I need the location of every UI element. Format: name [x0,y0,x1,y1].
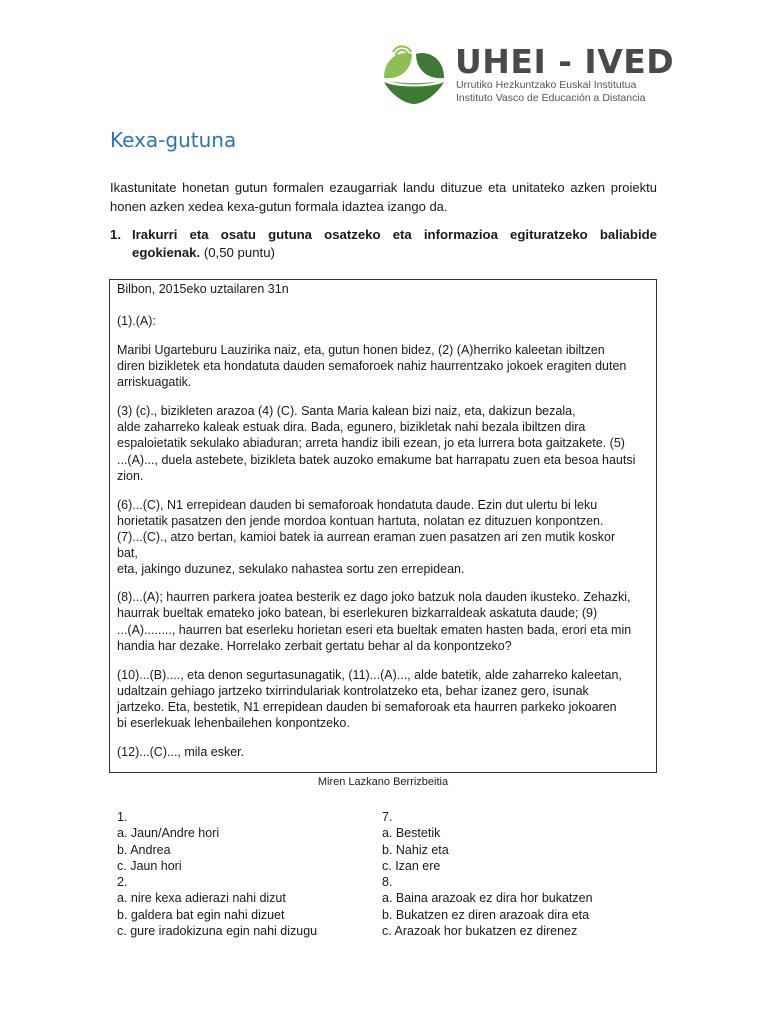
logo-title: UHEI - IVED [455,42,675,81]
letter-paragraph-4-line: haurrak bueltak emateko joko batean, bi eserlekuren bizkarraldeak askatuta daude; (9) [117,606,598,620]
letter-salutation: (1).(A): [117,314,156,328]
letter-paragraph-1-line: Maribi Ugarteburu Lauzirika naiz, eta, gutun honen bidez, (2) (A)herriko kaleetan ibiltzen [117,343,605,357]
letter-paragraph-5-line: udaltzain gehiago jartzeko txirrindulariak kontrolatzeko eta, behar izanez gero, isunak [117,684,589,698]
option-item: c. gure iradokizuna egin nahi dizugu [117,924,318,939]
option-item: c. Izan ere [382,858,441,873]
option-item: 7. [382,810,393,824]
letter-paragraph-5-line: (10)...(B)...., eta denon segurtasunagatik, (11)...(A)..., alde batetik, alde zaharreko kaleetan, [117,668,622,682]
letter-closing: (12)...(C)..., mila esker. [117,745,245,759]
letter-paragraph-4-line: (8)...(A); haurren parkera joatea besterik ez dago joko batzuk nola dauden ikusteko. Zehazki, [117,590,631,604]
page-title: Kexa-gutuna [110,128,237,152]
option-item: b. Nahiz eta [382,842,449,857]
answer-options-left [117,809,317,939]
question-number: 1. [110,227,121,242]
letter-paragraph-4-line: handia har dezake. Horrelako zerbait gertatu behar al da konpontzeko? [117,639,512,653]
letter-paragraph-3-line: (7)...(C)., atzo bertan, kamioi batek ia aurrean eraman zuen pasatzen ari zen mutik koskor [117,530,616,544]
question-text [132,226,657,262]
letter-paragraph-2-line: ...(A)..., duela astebete, bizikleta batek auzoko emakume bat harrapatu zuen eta besoa hautsi [117,453,636,467]
option-item: c. Jaun hori [117,858,182,873]
letter-paragraph-1-line: arriskuagatik. [117,375,192,389]
institution-logo [382,42,675,106]
logo-subtitle-spanish: Instituto Vasco de Educación a Distancia [456,92,646,104]
letter-paragraph-3-line: eta, jakingo duzunez, sekulako nahastea sortu zen errepidean. [117,562,465,576]
option-item: b. Bukatzen ez diren arazoak dira eta [382,907,590,922]
question-points: (0,50 puntu) [200,245,275,260]
option-item: 2. [117,875,128,890]
logo-subtitle-basque: Urrutiko Hezkuntzako Euskal Institutua [456,79,637,91]
letter-paragraph-3-line: bat, [117,546,138,560]
letter-signature: Miren Lazkano Berrizbeitia [317,776,449,788]
letter-date: Bilbon, 2015eko uztailaren 31n [117,282,289,296]
option-item: b. Andrea [117,842,171,857]
option-item: a. Bestetik [382,826,441,841]
letter-paragraph-2-line: alde zaharreko kaleak estuak dira. Bada, egunero, bizikletak nahi bezala ibiltzen dira [117,420,586,434]
option-item: c. Arazoak hor bukatzen ez direnez [382,924,578,939]
letter-paragraph-4-line: ...(A)........, haurren bat eserleku horietan eseri eta bueltak ematen hasten bada, erori eta min [117,623,632,637]
option-item: a. Jaun/Andre hori [117,826,220,841]
letter-paragraph-5-line: jartzeko. Eta, bestetik, N1 errepidean dauden bi semaforoak eta haurren parkeko jokoaren [117,700,617,714]
question-1 [110,226,657,262]
question-instruction: Irakurri eta osatu gutuna osatzeko eta informazioa egituratzeko baliabide egokienak. [132,227,657,260]
letter-paragraph-3-line: horietatik pasatzen den jende mordoa kontuan hartuta, nolatan ez dituzuen konpontzen. [117,514,604,528]
letter-paragraph-2-line: zion. [117,469,144,483]
option-item: a. nire kexa adierazi nahi dizut [117,891,286,906]
letter-paragraph-1-line: diren bizikletek eta hondatuta dauden semaforoek nahiz haurrentzako jokoek eragiten duten [117,359,627,373]
option-item: b. galdera bat egin nahi dizuet [117,907,285,922]
answer-options-right [382,809,593,939]
letter-paragraph-2-line: espaloietatik sekulako abiaduran; arreta handiz ibili ezean, jo eta lurrera bota gaitzakete. (5) [117,436,625,450]
option-item: a. Baina arazoak ez dira hor bukatzen [382,891,593,906]
uhei-leaf-logo-icon [382,42,446,106]
letter-paragraph-3-line: (6)...(C), N1 errepidean dauden bi semaforoak hondatuta daude. Ezin dut ulertu bi leku [117,498,598,512]
letter-paragraph-2-line: (3) (c)., bizikleten arazoa (4) (C). Santa Maria kalean bizi naiz, eta, dakizun bezala, [117,404,576,418]
letter-paragraph-5-line: bi eserlekuak lehenbailehen konpontzeko. [117,716,350,730]
intro-paragraph: Ikastunitate honetan gutun formalen ezaugarriak landu dituzue eta unitateko azken proiektu honen azken xedea kexa-gutun formala idaztea izango da. [110,180,657,214]
option-item: 8. [382,875,393,890]
option-item: 1. [117,810,128,824]
